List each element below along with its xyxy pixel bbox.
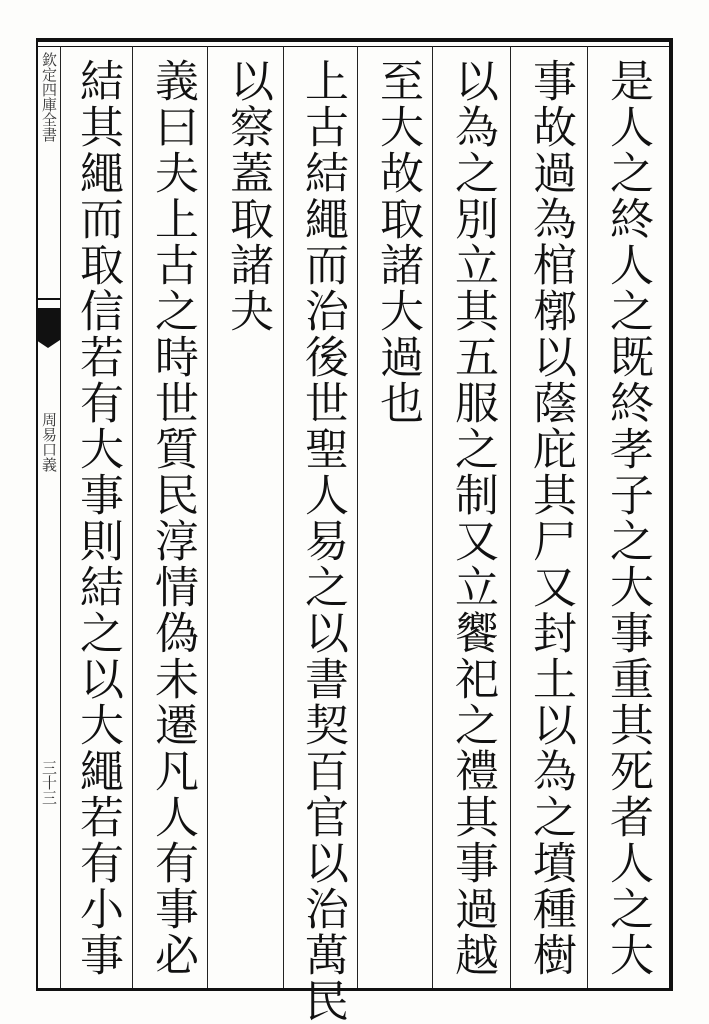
text-column: 至大故取諸大過也 bbox=[372, 58, 423, 426]
fishtail-line bbox=[36, 298, 60, 300]
text-column: 以察蓋取諸夬 bbox=[222, 58, 273, 334]
margin-page-number: 三十三 bbox=[40, 760, 58, 805]
margin-book-title: 周易口義 bbox=[40, 412, 58, 472]
margin-strip bbox=[36, 46, 60, 988]
column-rule bbox=[60, 46, 61, 988]
column-rule bbox=[283, 46, 284, 988]
top-border bbox=[36, 38, 673, 42]
text-column: 義曰夫上古之時世質民淳情偽未遷凡人有事必 bbox=[147, 58, 198, 978]
right-border bbox=[669, 38, 673, 991]
text-column: 以為之別立其五服之制又立饗祀之禮其事過越 bbox=[447, 58, 498, 978]
margin-title: 欽定四庫全書 bbox=[40, 52, 58, 142]
text-column: 上古結繩而治後世聖人易之以書契百官以治萬民 bbox=[297, 58, 348, 1024]
text-column: 事故過為棺槨以蔭庇其尸又封土以為之墳種樹 bbox=[525, 58, 576, 978]
column-rule bbox=[510, 46, 511, 988]
column-rule bbox=[132, 46, 133, 988]
column-rule bbox=[587, 46, 588, 988]
text-column: 結其繩而取信若有大事則結之以大繩若有小事 bbox=[72, 58, 123, 978]
column-rule bbox=[357, 46, 358, 988]
column-rule bbox=[432, 46, 433, 988]
column-rule bbox=[207, 46, 208, 988]
text-column: 是人之終人之既終孝子之大事重其死者人之大 bbox=[602, 58, 653, 978]
bottom-border bbox=[36, 988, 673, 991]
fishtail-mark bbox=[36, 308, 60, 340]
